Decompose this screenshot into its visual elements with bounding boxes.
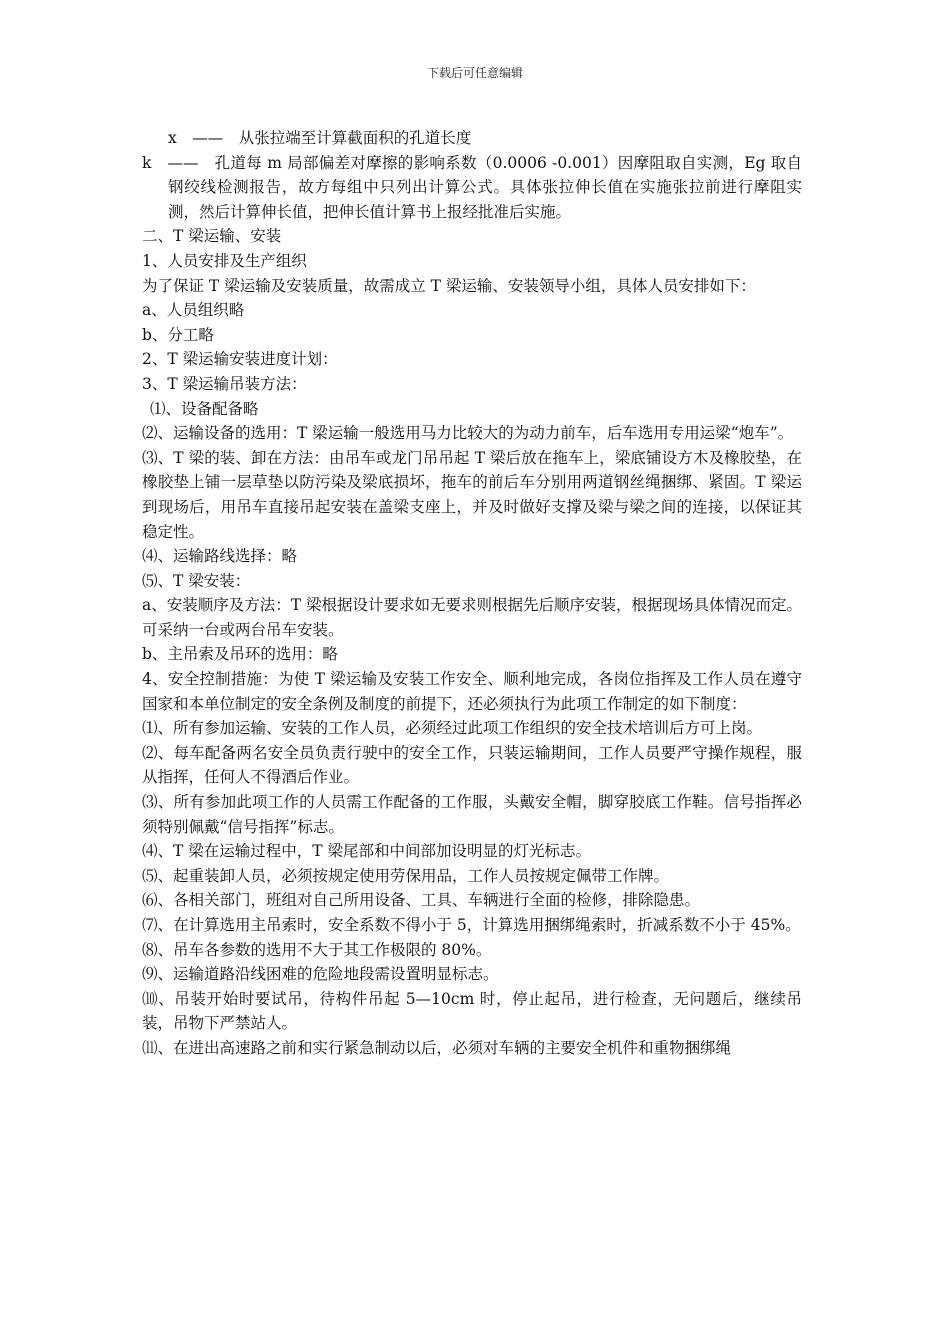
page-header-note: 下载后可任意编辑 [426,66,523,80]
list-item: ⑾、在进出高速路之前和实行紧急制动以后，必须对车辆的主要安全机件和重物捆绑绳 [142,1038,732,1057]
list-item: ⑷、T 梁在运输过程中，T 梁尾部和中间部加设明显的灯光标志。 [142,842,592,861]
list-item: ⑸、T 梁安装： [142,571,251,590]
list-item: ⑺、在计算选用主吊索时，安全系数不得小于 5，计算选用捆绑绳索时，折减系数不小于 45%。 [142,916,801,934]
list-item: ⑹、各相关部门，班组对自己所用设备、工具、车辆进行全面的检修，排除隐患。 [142,891,701,910]
list-item: ⑽、吊装开始时要试吊，待构件吊起 5—10cm 时，停止起吊，进行检查，无问题后，继续吊装，吊物下严禁站人。 [142,989,802,1033]
definition-k: k —— 孔道每 m 局部偏差对摩擦的影响系数（0.0006 -0.001）因摩阻取自实测，Eg 取自钢绞线检测报告，故方每组中只列出计算公式。具体张拉伸长值在实施张拉前进行摩阻实测，然后计算伸长值，把伸长值计算书上报经批准后实施。 [142,153,802,221]
definition-x: x —— 从张拉端至计算截面积的孔道长度 [168,129,472,147]
list-item: ⑴、设备配备略 [150,399,259,418]
list-item: ⑷、运输路线选择：略 [142,547,298,566]
list-item: ⑵、每车配备两名安全员负责行驶中的安全工作，只装运输期间，工作人员要严守操作规程，服从指挥，任何人不得酒后作业。 [142,743,802,787]
list-item: b、分工略 [142,325,214,344]
list-item: ⑵、运输设备的选用：T 梁运输一般选用马力比较大的为动力前车，后车选用专用运梁“炮车”。 [142,424,794,443]
document-body [142,126,802,1061]
list-item: ⑶、T 梁的装、卸在方法：由吊车或龙门吊吊起 T 梁后放在拖车上，梁底铺设方木及橡胶垫，在橡胶垫上铺一层草垫以防污染及梁底损坏，拖车的前后车分别用两道钢丝绳捆绑、紧固。T 梁运到现场后，用吊车直接吊起安装在盖梁支座上，并及时做好支撑及梁与梁之间的连接，以保证其稳定性。 [142,448,802,541]
section-heading: 二、T 梁运输、安装 [142,227,282,246]
subsection-heading: 3、T 梁运输吊装方法： [142,374,307,393]
paragraph: 为了保证 T 梁运输及安装质量，故需成立 T 梁运输、安装领导小组，具体人员安排如下： [142,276,756,295]
list-item: ⑶、所有参加此项工作的人员需工作配备的工作服，头戴安全帽，脚穿胶底工作鞋。信号指挥必须特别佩戴“信号指挥”标志。 [142,793,802,836]
subsection-heading: 2、T 梁运输安装进度计划： [142,350,338,369]
list-item: a、人员组织略 [142,301,245,320]
subsection-heading: 1、人员安排及生产组织 [142,251,307,270]
subsection-heading: 4、安全控制措施：为使 T 梁运输及安装工作安全、顺利地完成，各岗位指挥及工作人员在遵守国家和本单位制定的安全条例及制度的前提下，还必须执行为此项工作制定的如下制度： [142,670,802,713]
list-item: ⑻、吊车各参数的选用不大于其工作极限的 80%。 [142,940,492,959]
list-item: ⑸、起重装卸人员，必须按规定使用劳保用品，工作人员按规定佩带工作牌。 [142,866,670,885]
list-item: ⑴、所有参加运输、安装的工作人员，必须经过此项工作组织的安全技术培训后方可上岗。 [142,719,763,738]
list-item: a、安装顺序及方法：T 梁根据设计要求如无要求则根据先后顺序安装，根据现场具体情况而定。可采纳一台或两台吊车安装。 [142,596,803,639]
list-item: ⑼、运输道路沿线困难的危险地段需设置明显标志。 [142,965,499,984]
list-item: b、主吊索及吊环的选用：略 [142,645,338,664]
